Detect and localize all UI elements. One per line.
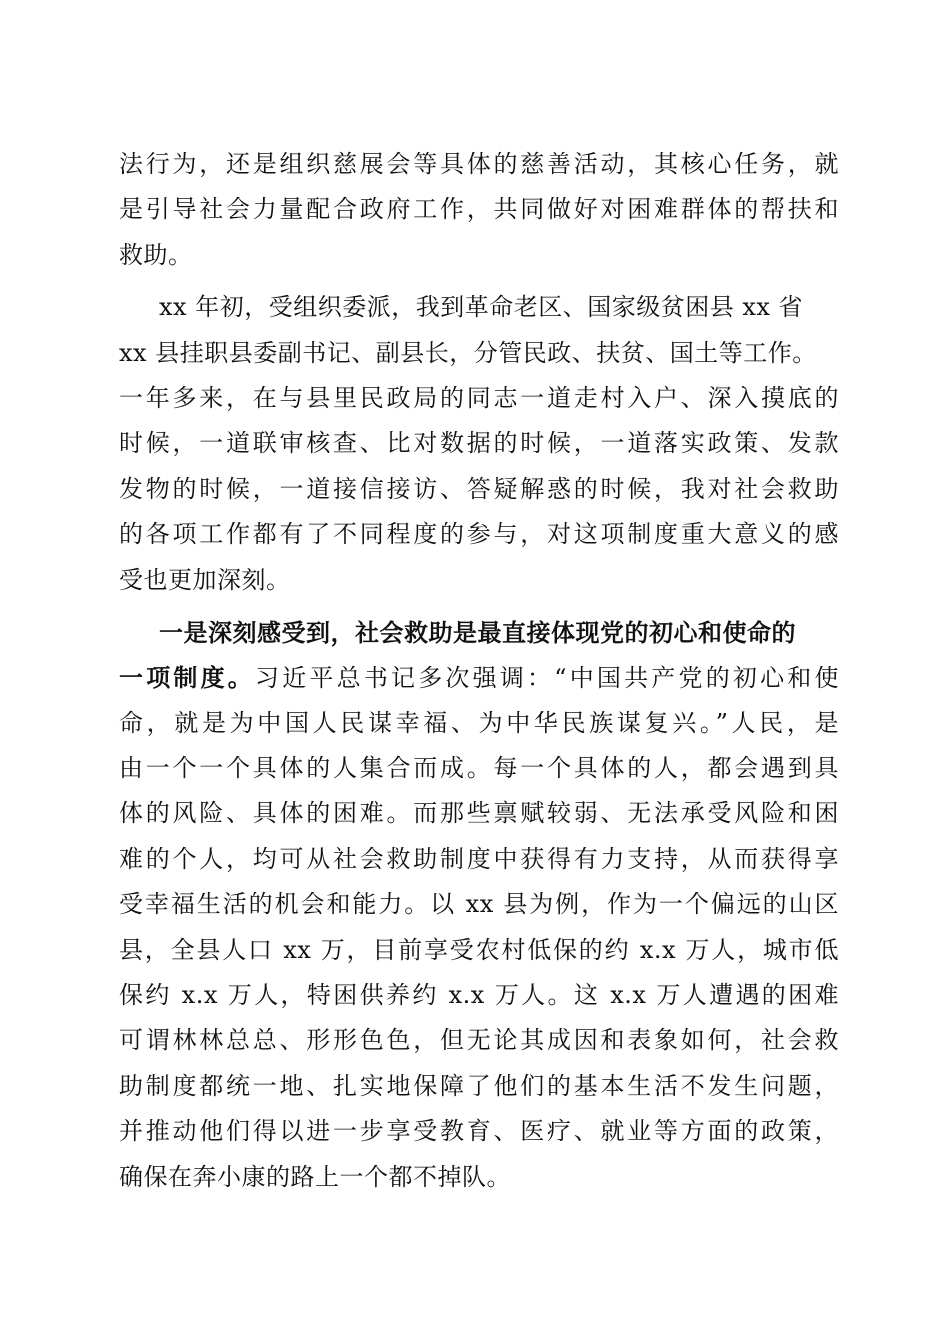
text-line: 保约 x.x 万人，特困供养约 x.x 万人。这 x.x 万人遭遇的困难 [119, 981, 839, 1010]
text-line: 是引导社会力量配合政府工作，共同做好对困难群体的帮扶和 [119, 195, 839, 224]
text-line: 时候，一道联审核查、比对数据的时候，一道落实政策、发款 [119, 429, 839, 458]
text-line: 县，全县人口 xx 万，目前享受农村低保的约 x.x 万人，城市低 [119, 935, 839, 964]
body-text [119, 142, 839, 1200]
text-line: 救助。 [119, 240, 193, 269]
text-line: 确保在奔小康的路上一个都不掉队。 [119, 1162, 511, 1191]
text-line: xx 年初，受组织委派，我到革命老区、国家级贫困县 xx 省 [159, 293, 804, 322]
text-line: 体的风险、具体的困难。而那些禀赋较弱、无法承受风险和困 [119, 799, 839, 828]
paragraph-1 [119, 142, 839, 278]
text-line: 助制度都统一地、扎实地保障了他们的基本生活不发生问题， [119, 1071, 839, 1100]
text-line: 受也更加深刻。 [119, 565, 291, 594]
text-line [119, 610, 839, 655]
text-line: 一年多来，在与县里民政局的同志一道走村入户、深入摸底的 [119, 383, 839, 412]
text-line: 一项制度。习近平总书记多次强调：“中国共产党的初心和使 [119, 663, 839, 693]
text-line: xx 县挂职县委副书记、副县长，分管民政、扶贫、国土等工作。 [119, 338, 817, 367]
text-line: 并推动他们得以进一步享受教育、医疗、就业等方面的政策， [119, 1117, 839, 1146]
text-line: 命，就是为中国人民谋幸福、为中华民族谋复兴。”人民，是 [119, 708, 839, 737]
text-line: 法行为，还是组织慈展会等具体的慈善活动，其核心任务，就 [119, 150, 839, 178]
bold-lead-in: 一是深刻感受到，社会救助是最直接体现党的初心和使命的 [159, 617, 796, 647]
text-line: 难的个人，均可从社会救助制度中获得有力支持，从而获得享 [119, 844, 839, 873]
text-line: 受幸福生活的机会和能力。以 xx 县为例，作为一个偏远的山区 [119, 890, 839, 919]
text-line: 可谓林林总总、形形色色，但无论其成因和表象如何，社会救 [119, 1026, 839, 1055]
paragraph-2 [119, 285, 839, 603]
bold-lead-in: 一项制度。 [119, 663, 256, 693]
paragraph-3 [119, 610, 839, 1200]
text-line: 的各项工作都有了不同程度的参与，对这项制度重大意义的感 [119, 520, 839, 549]
text-line: 由一个一个具体的人集合而成。每一个具体的人，都会遇到具 [119, 754, 839, 783]
text-line: 发物的时候，一道接信接访、答疑解惑的时候，我对社会救助 [119, 474, 839, 503]
